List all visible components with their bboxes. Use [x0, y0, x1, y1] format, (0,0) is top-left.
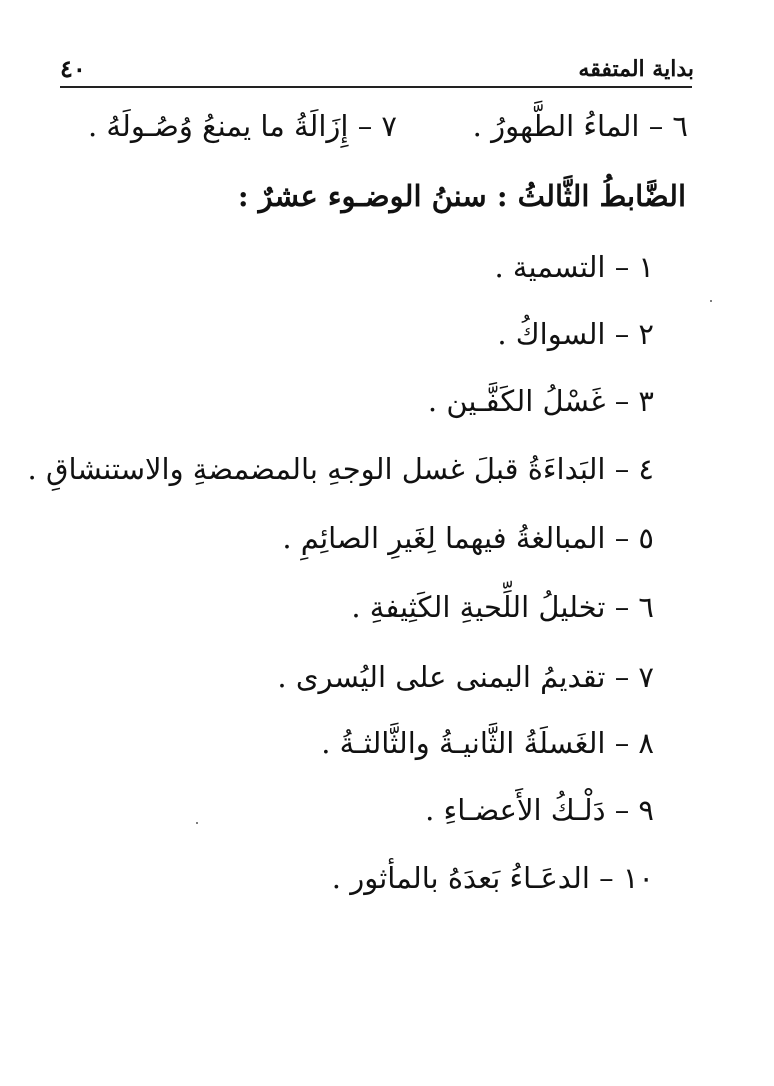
- scan-speck: [196, 822, 198, 824]
- list-item-8: ٨ – الغَسلَةُ الثَّانيـةُ والثَّالثـةُ .: [321, 726, 654, 760]
- list-item-1: ١ – التسمية .: [494, 250, 654, 284]
- list-item-9: ٩ – دَلْـكُ الأَعضـاءِ .: [425, 793, 654, 827]
- list-item-pure-water: ٦ – الماءُ الطَّهورُ .: [472, 109, 688, 143]
- section-heading: الضَّابطُ الثَّالثُ : سننُ الوضـوء عشرٌ :: [237, 179, 686, 213]
- page-header: [60, 52, 694, 88]
- list-item-3: ٣ – غَسْلُ الكَفَّـين .: [427, 384, 654, 418]
- list-item-2: ٢ – السواكُ .: [497, 317, 654, 351]
- header-divider: [60, 86, 692, 88]
- list-item-remove-barrier: ٧ – إِزَالَةُ ما يمنعُ وُصُـولَهُ .: [88, 109, 397, 143]
- list-item-6: ٦ – تخليلُ اللِّحيةِ الكَثِيفةِ .: [351, 590, 654, 624]
- list-item-5: ٥ – المبالغةُ فيهما لِغَيرِ الصائِمِ .: [282, 521, 654, 555]
- scan-speck: [710, 300, 712, 302]
- running-title: بداية المتفقه: [578, 56, 694, 82]
- list-item-7: ٧ – تقديمُ اليمنى على اليُسرى .: [277, 660, 654, 694]
- list-item-4: ٤ – البَداءَةُ قبلَ غسل الوجهِ بالمضمضةِ والاستنشاقِ .: [27, 452, 654, 486]
- page-number: ٤٠: [60, 54, 86, 83]
- list-item-10: ١٠ – الدعَـاءُ بَعدَهُ بالمأثور .: [331, 861, 654, 895]
